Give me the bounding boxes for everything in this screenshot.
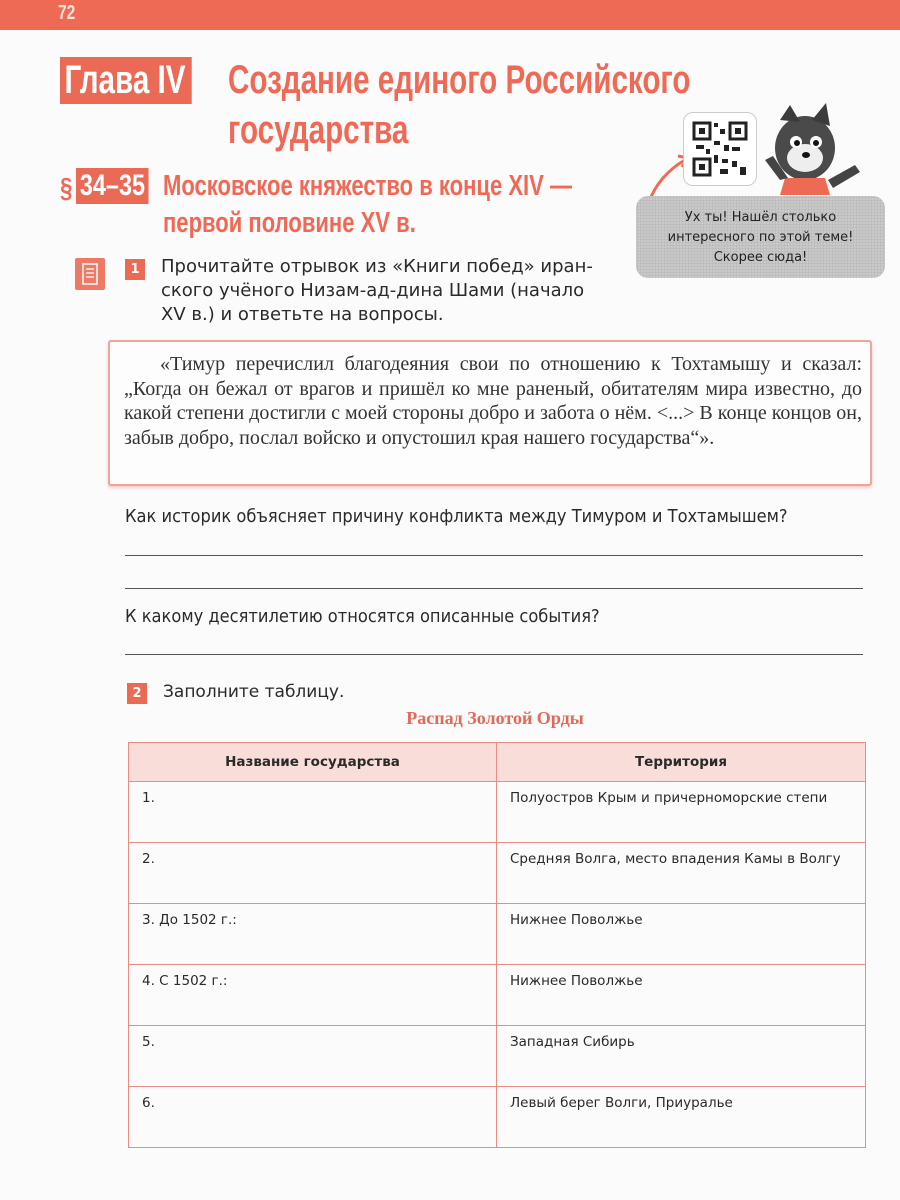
answer-line-1a[interactable] [125, 555, 863, 556]
state-cell[interactable]: 4. С 1502 г.: [129, 965, 497, 1026]
page-header-bar [0, 0, 900, 30]
column-header-territory: Территория [497, 743, 866, 782]
table-row [129, 1087, 866, 1148]
page-number: 72 [58, 2, 76, 24]
table-row [129, 904, 866, 965]
task1-line1: Прочитайте отрывок из «Книги побед» иран- [161, 256, 593, 277]
territory-cell: Средняя Волга, место впадения Камы в Волгу [497, 843, 866, 904]
answer-line-1b[interactable] [125, 588, 863, 589]
task-number-1: 1 [125, 259, 145, 280]
speech-line1: Ух ты! Нашёл столько [684, 210, 837, 225]
section-title-line1: Московское княжество в конце XIV — [163, 170, 573, 202]
qr-code[interactable] [683, 112, 757, 186]
territory-cell: Полуостров Крым и причерноморские степи [497, 782, 866, 843]
state-cell[interactable]: 2. [129, 843, 497, 904]
table-row [129, 843, 866, 904]
task1-instructions [161, 255, 593, 327]
paragraph-sign: § [60, 172, 73, 203]
section-number: 34–35 [76, 168, 149, 204]
column-header-state: Название государства [129, 743, 497, 782]
territory-cell: Левый берег Волги, Приуралье [497, 1087, 866, 1148]
table-row [129, 782, 866, 843]
document-scroll-icon [75, 258, 105, 290]
state-cell[interactable]: 6. [129, 1087, 497, 1148]
table-title: Распад Золотой Орды [406, 708, 584, 728]
task-number-2: 2 [127, 683, 147, 704]
question-2: К какому десятилетию относятся описанные события? [125, 607, 600, 627]
golden-horde-table [128, 742, 866, 1148]
state-cell[interactable]: 1. [129, 782, 497, 843]
territory-cell: Западная Сибирь [497, 1026, 866, 1087]
speech-line2: интересного по этой теме! [667, 230, 854, 245]
table-row [129, 1026, 866, 1087]
chapter-title [228, 55, 690, 155]
speech-line3: Скорее сюда! [713, 250, 808, 265]
speech-text [636, 208, 885, 268]
task1-line2: ского учёного Низам-ад-дина Шами (начало [161, 280, 585, 301]
territory-cell: Нижнее Поволжье [497, 904, 866, 965]
territory-cell: Нижнее Поволжье [497, 965, 866, 1026]
state-cell[interactable]: 3. До 1502 г.: [129, 904, 497, 965]
quote-text: «Тимур перечислил благодеяния свои по отношению к Тохтамышу и сказал: „Когда он бежал от врагов и пришёл ко мне раненый, обитателям мира известно, до какой степени достигли с моей стороны добро и забота о нём. <...> В конце концов он, забыв добро, послал войско и опустошил края нашего государства“». [124, 353, 862, 449]
chapter-label: Глава IV [60, 57, 191, 104]
qr-code-icon [684, 113, 756, 185]
chapter-title-line1: Создание единого Российского [228, 58, 691, 102]
task2-instructions: Заполните таблицу. [163, 682, 345, 702]
answer-line-2[interactable] [125, 654, 863, 655]
chapter-title-line2: государства [228, 108, 409, 152]
table-row [129, 965, 866, 1026]
section-title-line2: первой половине XV в. [163, 207, 416, 239]
task1-line3: XV в.) и ответьте на вопросы. [161, 304, 444, 325]
question-1: Как историк объясняет причину конфликта между Тимуром и Тохтамышем? [125, 507, 788, 527]
section-title [163, 168, 572, 242]
table-header-row [129, 743, 866, 782]
state-cell[interactable]: 5. [129, 1026, 497, 1087]
